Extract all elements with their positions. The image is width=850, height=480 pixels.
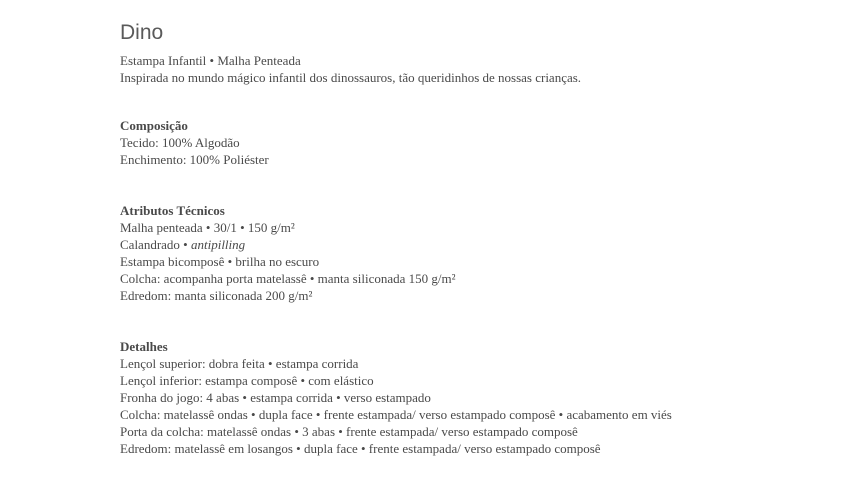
technical-attributes-heading: Atributos Técnicos	[120, 203, 225, 218]
attribute-line-italic: antipilling	[190, 237, 246, 252]
composition-heading: Composição	[120, 118, 188, 133]
detail-line: Lençol inferior: estampa composê • com elástico	[120, 373, 374, 388]
attribute-line-prefix: Calandrado •	[120, 237, 191, 252]
composition-line: Tecido: 100% Algodão	[120, 135, 240, 150]
details-heading: Detalhes	[120, 339, 168, 354]
attribute-line	[120, 236, 672, 253]
attribute-line: Edredom: manta siliconada 200 g/m²	[120, 288, 313, 303]
attribute-line: Estampa bicomposê • brilha no escuro	[120, 254, 320, 269]
detail-line: Lençol superior: dobra feita • estampa corrida	[120, 356, 359, 371]
composition-line: Enchimento: 100% Poliéster	[120, 152, 269, 167]
product-description	[120, 20, 672, 457]
product-title: Dino	[120, 21, 164, 44]
detail-line: Fronha do jogo: 4 abas • estampa corrida • verso estampado	[120, 390, 431, 405]
detail-line: Porta da colcha: matelassê ondas • 3 abas • frente estampada/ verso estampado composê	[120, 424, 578, 439]
detail-line: Colcha: matelassê ondas • dupla face • frente estampada/ verso estampado composê • acabamento em viés	[120, 407, 672, 422]
product-description-text: Inspirada no mundo mágico infantil dos dinossauros, tão queridinhos de nossas crianças.	[120, 70, 582, 85]
details-section	[120, 338, 672, 457]
technical-attributes-section	[120, 202, 672, 304]
attribute-line: Colcha: acompanha porta matelassê • manta siliconada 150 g/m²	[120, 271, 456, 286]
attribute-line: Malha penteada • 30/1 • 150 g/m²	[120, 220, 295, 235]
detail-line: Edredom: matelassê em losangos • dupla face • frente estampada/ verso estampado composê	[120, 441, 601, 456]
product-subtitle: Estampa Infantil • Malha Penteada	[120, 53, 301, 68]
composition-section	[120, 117, 672, 168]
